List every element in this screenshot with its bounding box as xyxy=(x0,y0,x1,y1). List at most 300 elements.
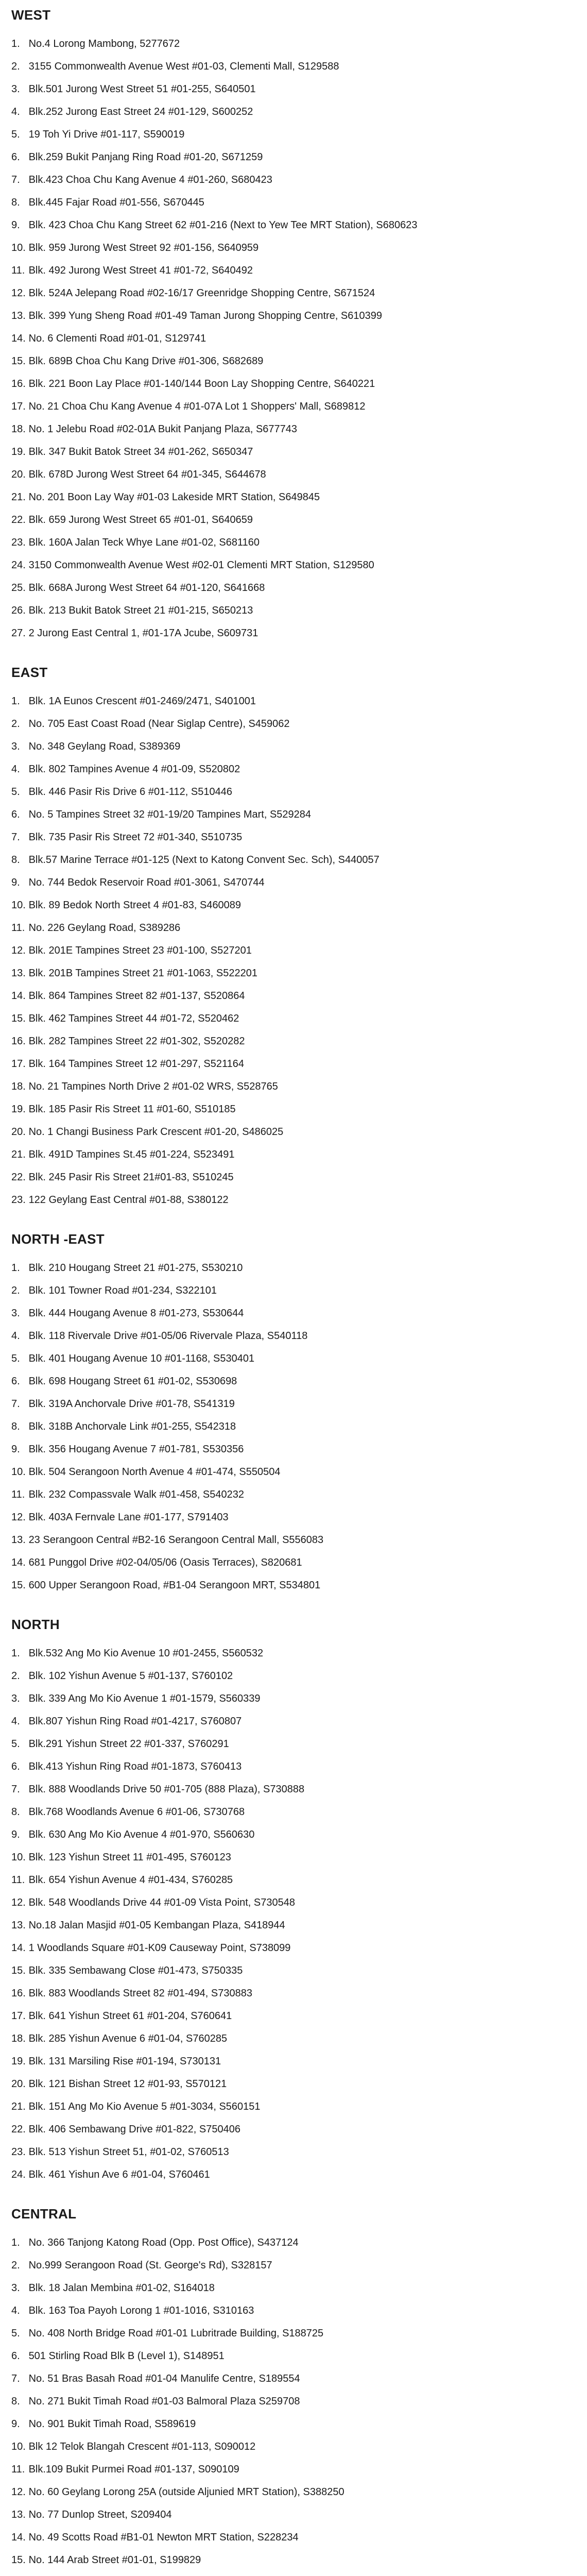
address-text: Blk. 89 Bedok North Street 4 #01-83, S460089 xyxy=(28,900,241,911)
address-text: No.999 Serangoon Road (St. George's Rd), S328157 xyxy=(28,2260,272,2271)
list-number: 23. xyxy=(11,1194,26,1206)
address-text: Blk. 118 Rivervale Drive #01-05/06 Rivervale Plaza, S540118 xyxy=(28,1330,308,1342)
address-item xyxy=(11,740,566,753)
address-item xyxy=(11,1511,566,1524)
list-number: 20. xyxy=(11,2078,26,2090)
list-number: 22. xyxy=(11,1172,26,1183)
address-item xyxy=(11,1669,566,1683)
list-number: 7. xyxy=(11,174,20,185)
address-text: 600 Upper Serangoon Road, #B1-04 Serangoon MRT, S534801 xyxy=(28,1580,321,1591)
address-item xyxy=(11,1805,566,1819)
list-number: 1. xyxy=(11,1262,20,1274)
address-item xyxy=(11,2417,566,2431)
region-section xyxy=(11,664,566,1207)
list-number: 11. xyxy=(11,2464,25,2475)
list-number: 18. xyxy=(11,2033,26,2044)
address-text: 1 Woodlands Square #01-K09 Causeway Point, S738099 xyxy=(28,1942,291,1954)
address-item xyxy=(11,2327,566,2340)
list-number: 21. xyxy=(11,2101,26,2112)
address-text: No. 6 Clementi Road #01-01, S129741 xyxy=(28,333,206,344)
address-text: Blk. 802 Tampines Avenue 4 #01-09, S520802 xyxy=(28,764,240,775)
address-text: 23 Serangoon Central #B2-16 Serangoon Central Mall, S556083 xyxy=(28,1534,324,1546)
address-item xyxy=(11,1125,566,1139)
address-text: Blk.291 Yishun Street 22 #01-337, S760291 xyxy=(28,1738,229,1750)
address-text: Blk. 959 Jurong West Street 92 #01-156, S640959 xyxy=(28,242,259,253)
region-section xyxy=(11,6,566,640)
list-number: 7. xyxy=(11,1398,20,1410)
address-text: No. 348 Geylang Road, S389369 xyxy=(28,741,181,752)
address-item xyxy=(11,808,566,821)
list-number: 12. xyxy=(11,945,26,956)
address-text: No. 1 Changi Business Park Crescent #01-20, S486025 xyxy=(28,1126,284,1138)
address-text: Blk. 210 Hougang Street 21 #01-275, S530210 xyxy=(28,1262,243,1274)
address-item xyxy=(11,626,566,640)
list-number: 2. xyxy=(11,1670,20,1682)
address-list xyxy=(11,2236,566,2576)
address-text: No. 744 Bedok Reservoir Road #01-3061, S470744 xyxy=(28,877,265,888)
address-text: Blk. 504 Serangoon North Avenue 4 #01-474, S550504 xyxy=(28,1466,281,1478)
list-number: 13. xyxy=(11,968,26,979)
address-text: No. 408 North Bridge Road #01-01 Lubritrade Building, S188725 xyxy=(28,2328,324,2339)
list-number: 3. xyxy=(11,741,20,752)
address-text: Blk. 524A Jelepang Road #02-16/17 Greenridge Shopping Centre, S671524 xyxy=(28,287,375,299)
address-text: Blk. 548 Woodlands Drive 44 #01-09 Vista Point, S730548 xyxy=(28,1897,295,1908)
list-number: 18. xyxy=(11,423,26,435)
list-number: 15. xyxy=(11,1013,26,1024)
address-text: Blk. 678D Jurong West Street 64 #01-345, S644678 xyxy=(28,469,266,480)
address-item xyxy=(11,536,566,549)
address-item xyxy=(11,400,566,413)
address-item xyxy=(11,1533,566,1547)
address-text: Blk.109 Bukit Purmei Road #01-137, S090109 xyxy=(28,2464,239,2475)
address-item xyxy=(11,286,566,300)
list-number: 13. xyxy=(11,2509,26,2520)
address-item xyxy=(11,1080,566,1093)
address-text: Blk. 213 Bukit Batok Street 21 #01-215, S650213 xyxy=(28,605,253,616)
address-item xyxy=(11,967,566,980)
list-number: 5. xyxy=(11,2328,20,2339)
list-number: 12. xyxy=(11,1897,26,1908)
address-item xyxy=(11,422,566,436)
list-number: 26. xyxy=(11,605,26,616)
list-number: 7. xyxy=(11,1784,20,1795)
address-item xyxy=(11,264,566,277)
list-number: 8. xyxy=(11,197,20,208)
address-item xyxy=(11,2440,566,2453)
address-item xyxy=(11,2123,566,2136)
address-text: 501 Stirling Road Blk B (Level 1), S148951 xyxy=(28,2350,225,2362)
list-number: 16. xyxy=(11,1988,26,1999)
list-number: 15. xyxy=(11,355,26,367)
address-text: Blk. 121 Bishan Street 12 #01-93, S570121 xyxy=(28,2078,227,2090)
address-item xyxy=(11,445,566,459)
address-item xyxy=(11,1193,566,1207)
address-text: Blk. 401 Hougang Avenue 10 #01-1168, S530401 xyxy=(28,1353,255,1364)
list-number: 15. xyxy=(11,1965,26,1976)
list-number: 6. xyxy=(11,809,20,820)
address-text: Blk.252 Jurong East Street 24 #01-129, S600252 xyxy=(28,106,253,117)
address-item xyxy=(11,1647,566,1660)
address-item xyxy=(11,2485,566,2499)
list-number: 10. xyxy=(11,2441,26,2452)
address-text: 122 Geylang East Central #01-88, S380122 xyxy=(28,1194,229,1206)
address-text: Blk. 403A Fernvale Lane #01-177, S791403 xyxy=(28,1512,229,1523)
address-item xyxy=(11,989,566,1003)
list-number: 2. xyxy=(11,2260,20,2271)
address-item xyxy=(11,1171,566,1184)
list-number: 22. xyxy=(11,2124,26,2135)
address-text: Blk. 201B Tampines Street 21 #01-1063, S522201 xyxy=(28,968,257,979)
list-number: 9. xyxy=(11,1829,20,1840)
list-number: 5. xyxy=(11,786,20,798)
address-text: 2 Jurong East Central 1, #01-17A Jcube, S609731 xyxy=(28,628,258,639)
list-number: 24. xyxy=(11,2169,26,2180)
list-number: 17. xyxy=(11,1058,26,1070)
list-number: 5. xyxy=(11,129,20,140)
address-text: Blk.768 Woodlands Avenue 6 #01-06, S730768 xyxy=(28,1806,245,1818)
list-number: 4. xyxy=(11,764,20,775)
address-text: Blk.259 Bukit Panjang Ring Road #01-20, S671259 xyxy=(28,151,263,163)
list-number: 11. xyxy=(11,1489,25,1500)
list-number: 8. xyxy=(11,854,20,866)
address-text: Blk. 356 Hougang Avenue 7 #01-781, S530356 xyxy=(28,1444,244,1455)
address-text: Blk. 285 Yishun Avenue 6 #01-04, S760285 xyxy=(28,2033,228,2044)
address-item xyxy=(11,899,566,912)
address-text: Blk. 461 Yishun Ave 6 #01-04, S760461 xyxy=(28,2169,210,2180)
list-number: 6. xyxy=(11,2350,20,2362)
list-number: 2. xyxy=(11,1285,20,1296)
list-number: 14. xyxy=(11,1557,26,1568)
list-number: 9. xyxy=(11,219,20,231)
address-item xyxy=(11,2032,566,2045)
address-item xyxy=(11,37,566,50)
address-text: No.18 Jalan Masjid #01-05 Kembangan Plaza, S418944 xyxy=(28,1920,285,1931)
address-item xyxy=(11,1035,566,1048)
address-text: Blk. 102 Yishun Avenue 5 #01-137, S760102 xyxy=(28,1670,233,1682)
list-number: 19. xyxy=(11,1104,26,1115)
address-text: Blk.423 Choa Chu Kang Avenue 4 #01-260, S680423 xyxy=(28,174,272,185)
address-item xyxy=(11,1352,566,1365)
region-title: NORTH -EAST xyxy=(11,1231,105,1247)
list-number: 22. xyxy=(11,514,26,526)
list-number: 13. xyxy=(11,1534,26,1546)
address-item xyxy=(11,82,566,96)
address-item xyxy=(11,218,566,232)
list-number: 3. xyxy=(11,2282,20,2294)
address-text: Blk.445 Fajar Road #01-556, S670445 xyxy=(28,197,204,208)
address-text: Blk. 185 Pasir Ris Street 11 #01-60, S510185 xyxy=(28,1104,236,1115)
list-number: 12. xyxy=(11,1512,26,1523)
address-item xyxy=(11,785,566,799)
address-item xyxy=(11,2508,566,2521)
list-number: 23. xyxy=(11,2146,26,2158)
list-number: 15. xyxy=(11,2554,26,2566)
address-item xyxy=(11,581,566,595)
list-number: 1. xyxy=(11,2237,20,2248)
address-item xyxy=(11,831,566,844)
address-text: 19 Toh Yi Drive #01-117, S590019 xyxy=(28,129,185,140)
address-item xyxy=(11,694,566,708)
address-item xyxy=(11,1465,566,1479)
address-text: Blk. 630 Ang Mo Kio Avenue 4 #01-970, S560630 xyxy=(28,1829,255,1840)
address-text: No. 5 Tampines Street 32 #01-19/20 Tampines Mart, S529284 xyxy=(28,809,312,820)
address-text: Blk. 446 Pasir Ris Drive 6 #01-112, S510446 xyxy=(28,786,232,798)
list-number: 6. xyxy=(11,151,20,163)
address-text: Blk. 423 Choa Chu Kang Street 62 #01-216 (Next to Yew Tee MRT Station), S680623 xyxy=(28,219,418,231)
list-number: 14. xyxy=(11,990,26,1002)
list-number: 8. xyxy=(11,1421,20,1432)
address-text: Blk. 491D Tampines St.45 #01-224, S523491 xyxy=(28,1149,235,1160)
address-item xyxy=(11,490,566,504)
address-text: No. 901 Bukit Timah Road, S589619 xyxy=(28,2418,196,2430)
list-number: 15. xyxy=(11,1580,26,1591)
address-item xyxy=(11,1941,566,1955)
list-number: 9. xyxy=(11,877,20,888)
address-text: Blk. 221 Boon Lay Place #01-140/144 Boon Lay Shopping Centre, S640221 xyxy=(28,378,375,389)
address-list xyxy=(11,1261,566,1592)
address-item xyxy=(11,2259,566,2272)
address-item xyxy=(11,1715,566,1728)
address-item xyxy=(11,196,566,209)
list-number: 23. xyxy=(11,537,26,548)
list-number: 21. xyxy=(11,492,26,503)
region-section xyxy=(11,2205,566,2576)
address-text: Blk. 689B Choa Chu Kang Drive #01-306, S682689 xyxy=(28,355,264,367)
address-item xyxy=(11,2531,566,2544)
address-text: Blk. 641 Yishun Street 61 #01-204, S760641 xyxy=(28,2010,232,2022)
address-item xyxy=(11,1851,566,1864)
address-item xyxy=(11,2009,566,2023)
address-text: Blk.413 Yishun Ring Road #01-1873, S760413 xyxy=(28,1761,242,1772)
address-text: No. 77 Dunlop Street, S209404 xyxy=(28,2509,172,2520)
list-number: 3. xyxy=(11,1308,20,1319)
address-item xyxy=(11,150,566,164)
address-item xyxy=(11,1057,566,1071)
address-text: Blk.501 Jurong West Street 51 #01-255, S640501 xyxy=(28,83,256,95)
list-number: 20. xyxy=(11,1126,26,1138)
list-number: 5. xyxy=(11,1353,20,1364)
address-list xyxy=(11,37,566,640)
address-item xyxy=(11,2168,566,2181)
address-item xyxy=(11,2145,566,2159)
list-number: 4. xyxy=(11,1716,20,1727)
list-number: 1. xyxy=(11,1648,20,1659)
address-text: Blk. 245 Pasir Ris Street 21#01-83, S510245 xyxy=(28,1172,234,1183)
address-text: No. 705 East Coast Road (Near Siglap Centre), S459062 xyxy=(28,718,290,730)
address-item xyxy=(11,1375,566,1388)
address-item xyxy=(11,2304,566,2317)
address-text: Blk. 1A Eunos Crescent #01-2469/2471, S401001 xyxy=(28,696,256,707)
address-item xyxy=(11,1760,566,1773)
address-text: Blk.807 Yishun Ring Road #01-4217, S760807 xyxy=(28,1716,242,1727)
address-item xyxy=(11,173,566,187)
list-number: 25. xyxy=(11,582,26,594)
address-text: Blk 12 Telok Blangah Crescent #01-113, S090012 xyxy=(28,2441,256,2452)
address-text: No. 21 Tampines North Drive 2 #01-02 WRS, S528765 xyxy=(28,1081,278,1092)
list-number: 10. xyxy=(11,1852,26,1863)
address-item xyxy=(11,558,566,572)
address-text: Blk. 883 Woodlands Street 82 #01-494, S730883 xyxy=(28,1988,252,1999)
list-number: 17. xyxy=(11,401,26,412)
list-number: 3. xyxy=(11,1693,20,1704)
address-item xyxy=(11,2372,566,2385)
address-text: Blk. 654 Yishun Avenue 4 #01-434, S760285 xyxy=(28,1874,233,1886)
address-text: No. 1 Jelebu Road #02-01A Bukit Panjang Plaza, S677743 xyxy=(28,423,298,435)
address-text: No. 226 Geylang Road, S389286 xyxy=(28,922,181,934)
address-text: Blk. 318B Anchorvale Link #01-255, S542318 xyxy=(28,1421,236,1432)
region-title: EAST xyxy=(11,665,48,680)
list-number: 11. xyxy=(11,265,25,276)
list-number: 8. xyxy=(11,2396,20,2407)
address-item xyxy=(11,105,566,118)
address-item xyxy=(11,853,566,867)
list-number: 6. xyxy=(11,1761,20,1772)
address-item xyxy=(11,1307,566,1320)
address-item xyxy=(11,1692,566,1705)
list-number: 4. xyxy=(11,2305,20,2316)
list-number: 24. xyxy=(11,560,26,571)
list-number: 7. xyxy=(11,2373,20,2384)
list-number: 10. xyxy=(11,242,26,253)
address-text: Blk. 339 Ang Mo Kio Avenue 1 #01-1579, S560339 xyxy=(28,1693,261,1704)
list-number: 7. xyxy=(11,832,20,843)
address-item xyxy=(11,1397,566,1411)
address-text: Blk. 282 Tampines Street 22 #01-302, S520282 xyxy=(28,1036,245,1047)
list-number: 14. xyxy=(11,333,26,344)
address-item xyxy=(11,1873,566,1887)
list-number: 8. xyxy=(11,1806,20,1818)
address-text: Blk. 347 Bukit Batok Street 34 #01-262, S650347 xyxy=(28,446,253,457)
list-number: 11. xyxy=(11,922,25,934)
address-text: Blk. 406 Sembawang Drive #01-822, S750406 xyxy=(28,2124,240,2135)
list-number: 10. xyxy=(11,900,26,911)
list-number: 12. xyxy=(11,2486,26,2498)
address-text: Blk. 735 Pasir Ris Street 72 #01-340, S510735 xyxy=(28,832,243,843)
list-number: 13. xyxy=(11,1920,26,1931)
address-text: 3155 Commonwealth Avenue West #01-03, Clementi Mall, S129588 xyxy=(28,61,339,72)
list-number: 9. xyxy=(11,2418,20,2430)
address-text: Blk. 160A Jalan Teck Whye Lane #01-02, S681160 xyxy=(28,537,260,548)
address-text: Blk. 151 Ang Mo Kio Avenue 5 #01-3034, S560151 xyxy=(28,2101,261,2112)
address-item xyxy=(11,762,566,776)
address-item xyxy=(11,128,566,141)
list-number: 9. xyxy=(11,1444,20,1455)
list-number: 3. xyxy=(11,83,20,95)
list-number: 20. xyxy=(11,469,26,480)
address-text: No. 271 Bukit Timah Road #01-03 Balmoral Plaza S259708 xyxy=(28,2396,300,2407)
address-text: No. 144 Arab Street #01-01, S199829 xyxy=(28,2554,201,2566)
address-item xyxy=(11,604,566,617)
address-item xyxy=(11,1737,566,1751)
address-text: Blk. 399 Yung Sheng Road #01-49 Taman Jurong Shopping Centre, S610399 xyxy=(28,310,383,321)
address-item xyxy=(11,921,566,935)
address-text: Blk.57 Marine Terrace #01-125 (Next to Katong Convent Sec. Sch), S440057 xyxy=(28,854,379,866)
address-text: No. 21 Choa Chu Kang Avenue 4 #01-07A Lot 1 Shoppers' Mall, S689812 xyxy=(28,401,366,412)
list-number: 5. xyxy=(11,1738,20,1750)
address-item xyxy=(11,2463,566,2476)
address-item xyxy=(11,1556,566,1569)
address-item xyxy=(11,1284,566,1297)
address-item xyxy=(11,241,566,255)
address-item xyxy=(11,2281,566,2295)
address-text: Blk. 319A Anchorvale Drive #01-78, S541319 xyxy=(28,1398,235,1410)
address-item xyxy=(11,309,566,323)
address-item xyxy=(11,2100,566,2113)
address-text: Blk. 698 Hougang Street 61 #01-02, S530698 xyxy=(28,1376,237,1387)
address-item xyxy=(11,1420,566,1433)
region-section xyxy=(11,1230,566,1592)
address-item xyxy=(11,1103,566,1116)
address-text: 3150 Commonwealth Avenue West #02-01 Clementi MRT Station, S129580 xyxy=(28,560,374,571)
address-item xyxy=(11,354,566,368)
address-list xyxy=(11,1647,566,2181)
address-item xyxy=(11,2055,566,2068)
address-item xyxy=(11,1828,566,1841)
region-title: CENTRAL xyxy=(11,2206,77,2222)
address-text: No. 60 Geylang Lorong 25A (outside Aljunied MRT Station), S388250 xyxy=(28,2486,344,2498)
address-text: Blk. 492 Jurong West Street 41 #01-72, S640492 xyxy=(28,265,253,276)
list-number: 21. xyxy=(11,1149,26,1160)
list-number: 19. xyxy=(11,446,26,457)
address-item xyxy=(11,1012,566,1025)
address-text: Blk. 668A Jurong West Street 64 #01-120, S641668 xyxy=(28,582,265,594)
address-text: Blk. 123 Yishun Street 11 #01-495, S760123 xyxy=(28,1852,231,1863)
list-number: 4. xyxy=(11,106,20,117)
address-item xyxy=(11,944,566,957)
address-item xyxy=(11,1488,566,1501)
address-item xyxy=(11,1987,566,2000)
address-text: Blk. 163 Toa Payoh Lorong 1 #01-1016, S310163 xyxy=(28,2305,254,2316)
list-number: 14. xyxy=(11,2532,26,2543)
address-item xyxy=(11,1148,566,1161)
address-item xyxy=(11,332,566,345)
region-section xyxy=(11,1616,566,2181)
address-text: Blk. 101 Towner Road #01-234, S322101 xyxy=(28,1285,217,1296)
list-number: 4. xyxy=(11,1330,20,1342)
address-item xyxy=(11,2077,566,2091)
address-text: Blk. 444 Hougang Avenue 8 #01-273, S530644 xyxy=(28,1308,244,1319)
address-item xyxy=(11,2349,566,2363)
address-text: Blk. 513 Yishun Street 51, #01-02, S760513 xyxy=(28,2146,229,2158)
address-text: Blk. 18 Jalan Membina #01-02, S164018 xyxy=(28,2282,215,2294)
list-number: 18. xyxy=(11,1081,26,1092)
address-item xyxy=(11,60,566,73)
list-number: 2. xyxy=(11,61,20,72)
address-list xyxy=(11,694,566,1207)
address-item xyxy=(11,717,566,731)
list-number: 6. xyxy=(11,1376,20,1387)
list-number: 17. xyxy=(11,2010,26,2022)
address-item xyxy=(11,1261,566,1275)
list-number: 10. xyxy=(11,1466,26,1478)
region-title: NORTH xyxy=(11,1617,60,1632)
address-item xyxy=(11,513,566,527)
address-item xyxy=(11,1896,566,1909)
address-text: No. 201 Boon Lay Way #01-03 Lakeside MRT Station, S649845 xyxy=(28,492,320,503)
list-number: 16. xyxy=(11,1036,26,1047)
list-number: 27. xyxy=(11,628,26,639)
address-item xyxy=(11,2553,566,2567)
address-text: Blk. 201E Tampines Street 23 #01-100, S527201 xyxy=(28,945,252,956)
address-text: Blk.532 Ang Mo Kio Avenue 10 #01-2455, S560532 xyxy=(28,1648,264,1659)
address-text: Blk. 462 Tampines Street 44 #01-72, S520462 xyxy=(28,1013,239,1024)
list-number: 1. xyxy=(11,38,20,49)
address-text: No. 51 Bras Basah Road #01-04 Manulife Centre, S189554 xyxy=(28,2373,300,2384)
address-text: Blk. 164 Tampines Street 12 #01-297, S521164 xyxy=(28,1058,244,1070)
list-number: 16. xyxy=(11,378,26,389)
list-number: 19. xyxy=(11,2056,26,2067)
address-item xyxy=(11,876,566,889)
